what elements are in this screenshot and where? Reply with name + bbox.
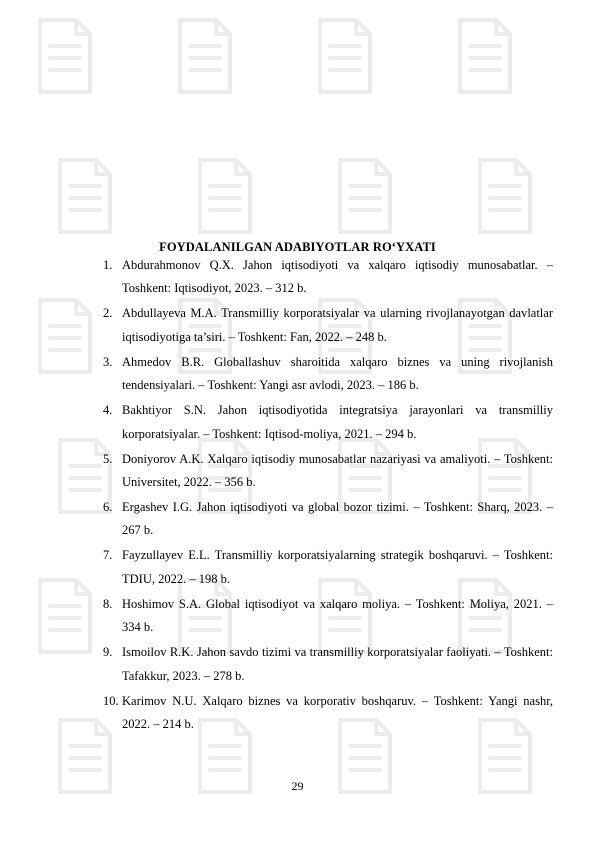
reference-item bbox=[103, 690, 553, 737]
page-number: 29 bbox=[291, 779, 304, 793]
reference-text: Abdullayeva M.A. Transmilliy korporatsiyalar va ularning rivojlanayotgan davlatlar iqtisodiyotiga ta’siri. – Toshkent: Fan, 2022. – 248 b. bbox=[122, 306, 553, 344]
reference-list bbox=[103, 254, 553, 738]
reference-text: Doniyorov A.K. Xalqaro iqtisodiy munosabatlar nazariyasi va amaliyoti. – Toshkent: Universitet, 2022. – 356 b. bbox=[122, 451, 553, 490]
docx-logo-watermark-icon bbox=[460, 20, 510, 92]
reference-text: Bakhtiyor S.N. Jahon iqtisodiyotida integratsiya jarayonlari va transmilliy korporatsiyalar. – Toshkent: Iqtisod-moliya, 2021. – 294 b. bbox=[122, 403, 553, 441]
docx-logo-watermark-icon bbox=[40, 20, 90, 92]
reference-item bbox=[103, 641, 553, 688]
reference-text: Karimov N.U. Xalqaro biznes va korporativ boshqaruv. – Toshkent: Yangi nashr, 2022. – 214 b. bbox=[122, 693, 553, 732]
reference-text: Fayzullayev E.L. Transmilliy korporatsiyalarning strategik boshqaruvi. – Toshkent: TDIU, 2022. – 198 b. bbox=[122, 548, 553, 586]
reference-number: 1. bbox=[103, 258, 113, 272]
reference-number: 6. bbox=[103, 500, 113, 515]
reference-text: Ismoilov R.K. Jahon savdo tizimi va transmilliy korporatsiyalar faoliyati. – Toshkent: Tafakkur, 2023. – 278 b. bbox=[122, 645, 553, 683]
docx-logo-watermark-icon bbox=[200, 160, 250, 232]
reference-text: Ahmedov B.R. Globallashuv sharoitida xalqaro biznes va uning rivojlanish tendensiyalari. – Toshkent: Yangi asr avlodi, 2023. – 186 b. bbox=[122, 354, 553, 393]
docx-logo-watermark-icon bbox=[480, 160, 530, 232]
reference-text: Ergashev I.G. Jahon iqtisodiyoti va global bozor tizimi. – Toshkent: Sharq, 2023. – 267 b. bbox=[122, 500, 553, 538]
reference-number: 7. bbox=[103, 548, 113, 563]
reference-item bbox=[103, 399, 553, 446]
reference-number: 2. bbox=[103, 306, 113, 321]
reference-number: 4. bbox=[103, 403, 113, 418]
reference-number: 3. bbox=[103, 354, 113, 369]
docx-logo-watermark-icon bbox=[340, 160, 390, 232]
docx-logo-watermark-icon bbox=[180, 20, 230, 92]
reference-item bbox=[103, 496, 553, 543]
reference-number: 5. bbox=[103, 451, 113, 466]
page-title: FOYDALANILGAN ADABIYOTLAR RO‘YXATI bbox=[159, 240, 436, 254]
docx-logo-watermark-icon bbox=[60, 160, 110, 232]
reference-item bbox=[103, 351, 553, 398]
docx-logo-watermark-icon bbox=[320, 20, 370, 92]
reference-item bbox=[103, 448, 553, 495]
reference-item bbox=[103, 544, 553, 591]
reference-item bbox=[103, 593, 553, 640]
reference-text: Hoshimov S.A. Global iqtisodiyot va xalqaro moliya. – Toshkent: Moliya, 2021. – 334 b. bbox=[122, 596, 553, 635]
docx-logo-watermark-icon bbox=[40, 300, 90, 372]
reference-number: 9. bbox=[103, 645, 113, 660]
reference-item bbox=[103, 254, 553, 301]
reference-text: Abdurahmonov Q.X. Jahon iqtisodiyoti va xalqaro iqtisodiy munosabatlar. – Toshkent: Iqtisodiyot, 2023. – 312 b. bbox=[122, 258, 553, 296]
reference-number: 10. bbox=[103, 693, 119, 708]
reference-item bbox=[103, 302, 553, 349]
docx-logo-watermark-icon bbox=[40, 580, 90, 652]
reference-number: 8. bbox=[103, 596, 113, 611]
